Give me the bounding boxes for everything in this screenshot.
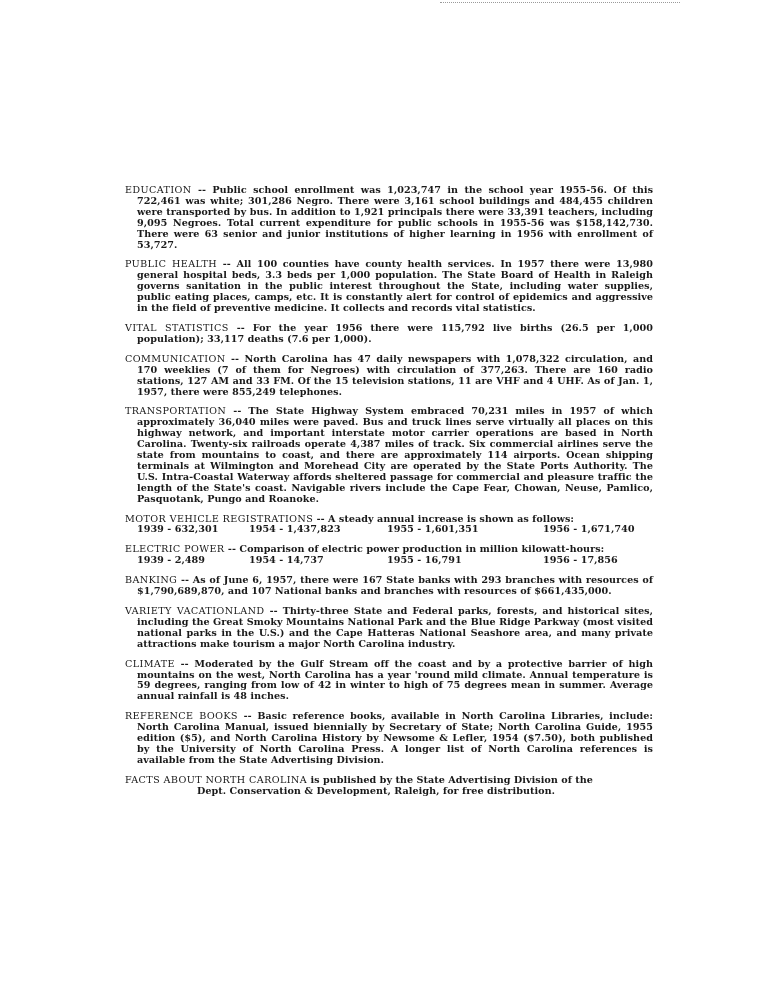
section-text: Public school enrollment was 1,023,747 in the school year 1955-56. Of this 722,461 was white; 301,286 Negro. There were 3,161 school buildings and 484,455 children were transported by bus. In addition to 1,921 principals there were 33,391 teachers, including 9,095 Negroes. Total current expenditure for public schools in 1955-56 was $158,142,730. There were 63 senior and junior institutions of higher learning in 1956 with enrollment of 53,727.: [137, 185, 654, 251]
value-1955: 1955 - 16,791: [387, 555, 462, 567]
value-1954: 1954 - 1,437,823: [249, 524, 341, 536]
section-text: A steady annual increase is shown as follows:: [328, 513, 574, 525]
value-1939: 1939 - 2,489: [137, 555, 206, 567]
section-text: For the year 1956 there were 115,792 live births (26.5 per 1,000 population); 33,117 deaths (7.6 per 1,000).: [137, 322, 653, 345]
section-heading: CLIMATE: [125, 658, 175, 670]
section-vital-statistics: VITAL STATISTICS -- For the year 1956 there were 115,792 live births (26.5 per 1,000 population); 33,117 deaths (7.6 per 1,000).: [125, 322, 653, 345]
section-banking: BANKING -- As of June 6, 1957, there were 167 State banks with 293 branches with resources of $1,790,689,870, and 107 National banks and branches with resources of $661,435,000.: [125, 575, 654, 598]
section-text: The State Highway System embraced 70,231 miles in 1957 of which approximately 36,040 miles were paved. Bus and truck lines serve virtually all places on this highway network, and important interstate motor carrier operations are based in North Carolina. Twenty-six railroads operate 4,387 miles of track. Six commercial airlines serve the state from mountains to coast, and there are approximately 114 airports. Ocean shipping terminals at Wilmington and Morehead City are operated by the State Ports Authority. The U.S. Intra-Coastal Waterway affords sheltered passage for commercial and pleasure traffic the length of the State's coast. Navigable rivers include the Cape Fear, Chowan, Neuse, Pamlico, Pasquotank, Pungo and Roanoke.: [137, 406, 654, 505]
value-1955: 1955 - 1,601,351: [387, 524, 479, 536]
section-facts-footer: [125, 776, 653, 798]
section-variety-vacationland: VARIETY VACATIONLAND -- Thirty-three State and Federal parks, forests, and historical sites, including the Great Smoky Mountains National Park and the Blue Ridge Parkway (most visited national parks in the U.S.) and the Cape Hatteras National Seashore area, and many private attractions make tourism a major North Carolina industry.: [125, 606, 654, 650]
power-values-row: [125, 556, 653, 567]
section-text: Thirty-three State and Federal parks, forests, and historical sites, including the Great Smoky Mountains National Park and the Blue Ridge Parkway (most visited national parks in the U.S.) and the Cape Hatteras National Seashore area, and many private attractions make tourism a major North Carolina industry.: [137, 606, 654, 650]
section-heading: ELECTRIC POWER: [125, 544, 225, 556]
section-text: As of June 6, 1957, there were 167 State banks with 293 branches with resources of $1,790,689,870, and 107 National banks and branches with resources of $661,435,000.: [137, 575, 654, 598]
value-1954: 1954 - 14,737: [249, 555, 324, 567]
section-heading: VARIETY VACATIONLAND: [125, 606, 265, 617]
section-heading: EDUCATION: [125, 185, 192, 196]
section-electric-power: ELECTRIC POWER -- Comparison of electric power production in million kilowatt-hours: 1939 - 2,489 1954 - 14,737 1955 - 16,791 1956 - 17,856: [125, 545, 653, 567]
value-1939: 1939 - 632,301: [137, 524, 219, 536]
value-1956: 1956 - 1,671,740: [543, 524, 635, 536]
section-text: Basic reference books, available in North Carolina Libraries, include: North Carolina Manual, issued biennially by Secretary of State; North Carolina Guide, 1955 edition ($5), and North Carolina History by Newsome & Lefler, 1954 ($7.50), both published by the University of North Carolina Press. A longer list of North Carolina references is available from the State Advertising Division.: [137, 711, 653, 766]
section-heading: REFERENCE BOOKS: [125, 711, 238, 723]
section-heading: MOTOR VEHICLE REGISTRATIONS: [125, 513, 314, 525]
section-climate: CLIMATE -- Moderated by the Gulf Stream off the coast and by a protective barrier of high mountains on the west, North Carolina has a year 'round mild climate. Annual temperature is 59 degrees, ranging from low of 42 in winter to high of 75 degrees mean in summer. Average annual rainfall is 48 inches.: [125, 658, 654, 703]
value-1956: 1956 - 17,856: [543, 555, 618, 567]
section-text: All 100 counties have county health services. In 1957 there were 13,980 general hospital beds, 3.3 beds per 1,000 population. The State Board of Health in Raleigh governs sanitation in the public interest throughout the State, including water supplies, public eating places, camps, etc. It is constantly alert for control of epidemics and aggressive in the field of preventive medicine. It collects and records vital statistics.: [137, 259, 654, 315]
section-text: is published by the State Advertising Division of the: [310, 774, 593, 786]
section-reference-books: REFERENCE BOOKS -- Basic reference books, available in North Carolina Libraries, include: North Carolina Manual, issued biennially by Secretary of State; North Carolina Guide, 1955 edition ($5), and North Carolina History by Newsome & Lefler, 1954 ($7.50), both published by the University of North Carolina Press. A longer list of North Carolina references is available from the State Advertising Division.: [125, 711, 653, 766]
section-heading: FACTS ABOUT NORTH CAROLINA: [125, 774, 308, 786]
top-edge-mark: [440, 2, 680, 3]
section-motor-vehicle: MOTOR VEHICLE REGISTRATIONS -- A steady annual increase is shown as follows: 1939 - 632,301 1954 - 1,437,823 1955 - 1,601,351 1956 - 1,671,740: [125, 515, 653, 537]
section-transportation: TRANSPORTATION -- The State Highway System embraced 70,231 miles in 1957 of which approximately 36,040 miles were paved. Bus and truck lines serve virtually all places on this highway network, and important interstate motor carrier operations are based in North Carolina. Twenty-six railroads operate 4,387 miles of track. Six commercial airlines serve the state from mountains to coast, and there are approximately 114 airports. Ocean shipping terminals at Wilmington and Morehead City are operated by the State Ports Authority. The U.S. Intra-Coastal Waterway affords sheltered passage for commercial and pleasure traffic the length of the State's coast. Navigable rivers include the Cape Fear, Chowan, Neuse, Pamlico, Pasquotank, Pungo and Roanoke.: [125, 406, 654, 505]
section-text: North Carolina has 47 daily newspapers with 1,078,322 circulation, and 170 weeklies (7 of them for Negroes) with circulation of 377,263. There are 160 radio stations, 127 AM and 33 FM. Of the 15 television stations, 11 are VHF and 4 UHF. As of Jan. 1, 1957, there were 855,249 telephones.: [137, 353, 654, 398]
section-communication: COMMUNICATION -- North Carolina has 47 daily newspapers with 1,078,322 circulation, and 170 weeklies (7 of them for Negroes) with circulation of 377,263. There are 160 radio stations, 127 AM and 33 FM. Of the 15 television stations, 11 are VHF and 4 UHF. As of Jan. 1, 1957, there were 855,249 telephones.: [125, 353, 654, 398]
section-heading: BANKING: [125, 575, 178, 587]
section-text: Comparison of electric power production in million kilowatt-hours:: [239, 544, 605, 556]
section-heading: TRANSPORTATION: [125, 406, 227, 418]
section-heading: COMMUNICATION: [125, 353, 226, 365]
section-heading: PUBLIC HEALTH: [125, 259, 218, 271]
section-heading: VITAL STATISTICS: [125, 322, 229, 334]
section-text: Moderated by the Gulf Stream off the coast and by a protective barrier of high mountains on the west, North Carolina has a year 'round mild climate. Annual temperature is 59 degrees, ranging from low of 42 in winter to high of 75 degrees mean in summer. Average annual rainfall is 48 inches.: [137, 658, 654, 703]
facts-text-body: [125, 186, 653, 807]
section-public-health: PUBLIC HEALTH -- All 100 counties have county health services. In 1957 there were 13,980 general hospital beds, 3.3 beds per 1,000 population. The State Board of Health in Raleigh governs sanitation in the public interest throughout the State, including water supplies, public eating places, camps, etc. It is constantly alert for control of epidemics and aggressive in the field of preventive medicine. It collects and records vital statistics.: [125, 259, 654, 315]
registration-values-row: [125, 525, 653, 536]
distribution-line: Dept. Conservation & Development, Raleigh, for free distribution.: [197, 785, 556, 797]
section-education: EDUCATION -- Public school enrollment was 1,023,747 in the school year 1955-56. Of this 722,461 was white; 301,286 Negro. There were 3,161 school buildings and 484,455 children were transported by bus. In addition to 1,921 principals there were 33,391 teachers, including 9,095 Negroes. Total current expenditure for public schools in 1955-56 was $158,142,730. There were 63 senior and junior institutions of higher learning in 1956 with enrollment of 53,727.: [125, 185, 654, 251]
